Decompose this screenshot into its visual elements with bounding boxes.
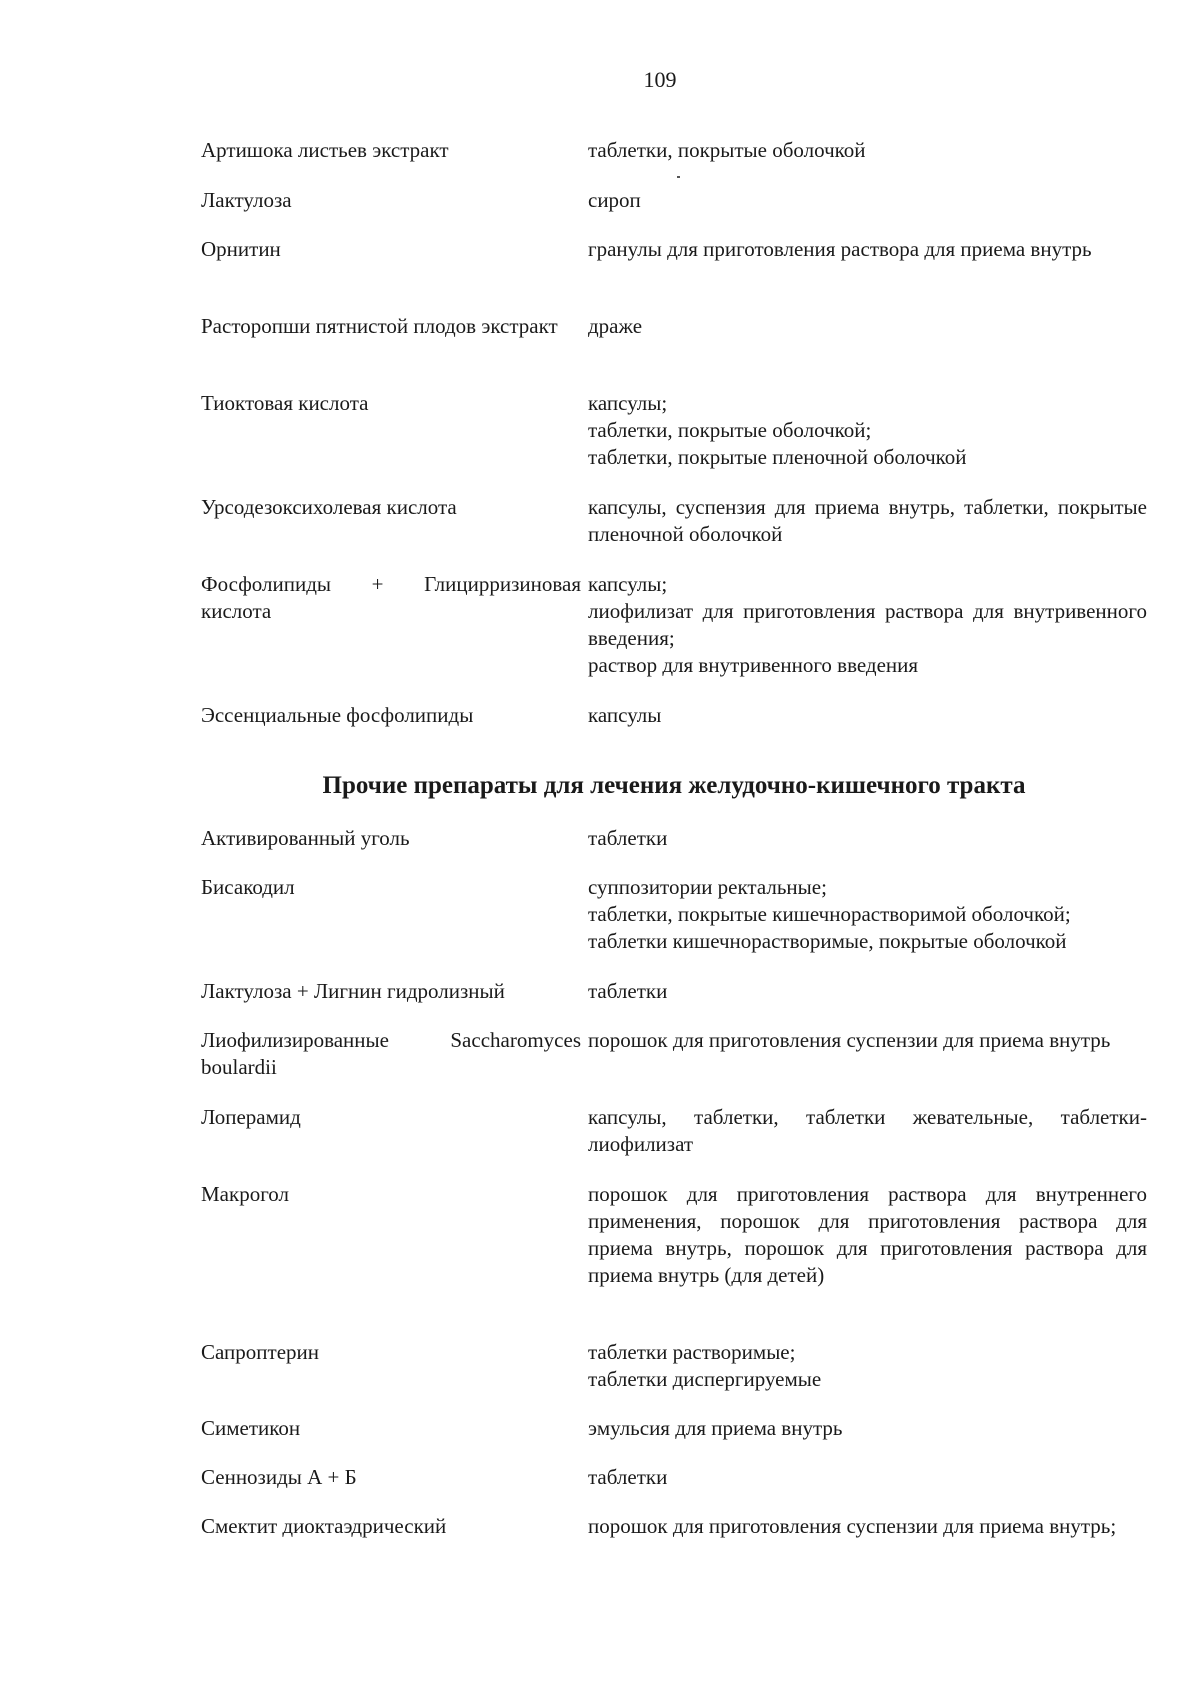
table-row <box>201 702 1147 729</box>
drug-name: Урсодезоксихолевая кислота <box>201 495 457 519</box>
dosage-form: порошок для приготовления суспензии для приема внутрь <box>588 1028 1111 1052</box>
dosage-forms <box>588 236 1147 263</box>
dosage-form: драже <box>588 314 643 338</box>
dosage-forms <box>588 313 1147 340</box>
dosage-forms <box>588 1415 1147 1442</box>
table-row <box>201 1104 1147 1158</box>
dosage-form: таблетки, покрытые оболочкой <box>588 138 866 162</box>
drug-name: Смектит диоктаэдрический <box>201 1514 447 1538</box>
dosage-form: таблетки диспергируемые <box>588 1367 822 1391</box>
dosage-form: лиофилизат для приготовления раствора для внутривенного введения; <box>588 599 1147 650</box>
drug-name: Сеннозиды А + Б <box>201 1465 357 1489</box>
dosage-form: таблетки растворимые; <box>588 1340 796 1364</box>
drug-name: Орнитин <box>201 237 281 261</box>
drug-name: Эссенциальные фосфолипиды <box>201 703 474 727</box>
dosage-form: сироп <box>588 188 641 212</box>
dosage-form: капсулы <box>588 703 662 727</box>
dosage-forms <box>588 825 1147 852</box>
drug-name: Симетикон <box>201 1416 301 1440</box>
dosage-forms <box>588 137 1147 164</box>
dosage-forms <box>588 1181 1147 1289</box>
section-title: Прочие препараты для лечения желудочно-кишечного тракта <box>322 772 1026 799</box>
dosage-forms <box>588 494 1147 548</box>
dosage-forms <box>588 874 1147 955</box>
dosage-form: порошок для приготовления суспензии для приема внутрь; <box>588 1514 1117 1538</box>
dosage-form: эмульсия для приема внутрь <box>588 1416 843 1440</box>
drug-name: Макрогол <box>201 1182 289 1206</box>
table-row <box>201 978 1147 1005</box>
drug-name: Активированный уголь <box>201 826 410 850</box>
dosage-forms <box>588 1339 1147 1393</box>
dosage-form: раствор для внутривенного введения <box>588 653 919 677</box>
drug-name: Лиофилизированные Saccharomyces boulardii <box>201 1028 581 1079</box>
dosage-form: таблетки <box>588 826 668 850</box>
drug-name: Лактулоза + Лигнин гидролизный <box>201 979 505 1003</box>
table-row <box>201 1415 1147 1442</box>
dosage-forms <box>588 187 1147 214</box>
table-row <box>201 390 1147 471</box>
dosage-forms <box>588 1513 1147 1540</box>
dosage-form: порошок для приготовления раствора для внутреннего применения, порошок для приготовления раствора для приема внутрь, порошок для приготовления раствора для приема внутрь (для детей) <box>588 1182 1147 1287</box>
page-number: 109 <box>643 67 677 92</box>
drug-name: Фосфолипиды + Глицирризиновая кислота <box>201 572 581 623</box>
dosage-forms <box>588 1464 1147 1491</box>
dosage-forms <box>588 1104 1147 1158</box>
dosage-form: таблетки, покрытые пленочной оболочкой <box>588 445 967 469</box>
dosage-form: капсулы, таблетки, таблетки жевательные, таблетки-лиофилизат <box>588 1105 1147 1156</box>
dosage-form: таблетки, покрытые оболочкой; <box>588 418 872 442</box>
dosage-form: таблетки, покрытые кишечнорастворимой оболочкой; <box>588 902 1071 926</box>
table-row <box>201 1181 1147 1289</box>
dosage-forms <box>588 978 1147 1005</box>
table-row <box>201 571 1147 679</box>
dosage-form: капсулы; <box>588 572 668 596</box>
drug-name: Артишока листьев экстракт <box>201 138 449 162</box>
table-row <box>201 1464 1147 1491</box>
drug-name: Бисакодил <box>201 875 295 899</box>
dosage-forms <box>588 390 1147 471</box>
dosage-form: суппозитории ректальные; <box>588 875 827 899</box>
dosage-forms <box>588 702 1147 729</box>
dosage-forms <box>588 571 1147 679</box>
table-row <box>201 1027 1147 1081</box>
dosage-form: капсулы, суспензия для приема внутрь, таблетки, покрытые пленочной оболочкой <box>588 495 1147 546</box>
table-row <box>201 187 1147 214</box>
table-row <box>201 313 1147 340</box>
table-row <box>201 1513 1147 1540</box>
table-row <box>201 874 1147 955</box>
table-row <box>201 236 1147 263</box>
table-row <box>201 825 1147 852</box>
dosage-form: таблетки кишечнорастворимые, покрытые оболочкой <box>588 929 1067 953</box>
scan-mark <box>677 176 680 178</box>
drug-name: Сапроптерин <box>201 1340 320 1364</box>
dosage-forms <box>588 1027 1147 1081</box>
table-row <box>201 494 1147 548</box>
drug-name: Лоперамид <box>201 1105 301 1129</box>
table-row <box>201 137 1147 164</box>
dosage-form: таблетки <box>588 1465 668 1489</box>
dosage-form: таблетки <box>588 979 668 1003</box>
dosage-form: гранулы для приготовления раствора для приема внутрь <box>588 237 1092 261</box>
table-row <box>201 1339 1147 1393</box>
dosage-form: капсулы; <box>588 391 668 415</box>
drug-name: Расторопши пятнистой плодов экстракт <box>201 314 558 338</box>
drug-name: Лактулоза <box>201 188 292 212</box>
drug-name: Тиоктовая кислота <box>201 391 369 415</box>
